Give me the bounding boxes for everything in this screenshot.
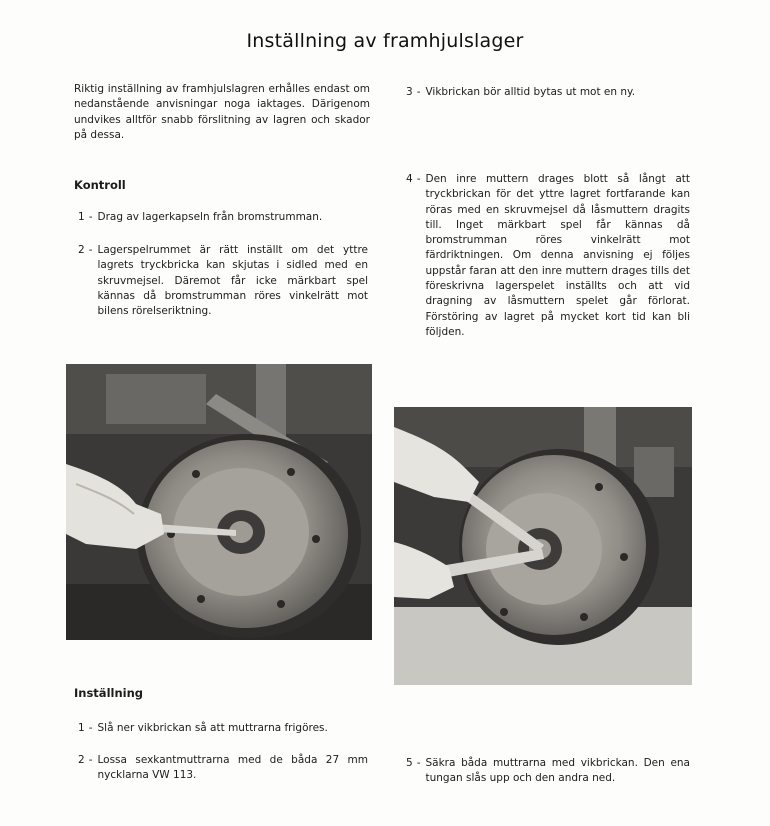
kontroll-item-2 [78, 243, 368, 319]
right-item-5 [406, 756, 690, 787]
item-number: 1 [78, 722, 85, 734]
item-dash: - [88, 754, 93, 766]
photo-two-wrenches [394, 407, 692, 685]
right-item-4 [406, 172, 690, 340]
item-dash: - [88, 211, 93, 223]
photo-two-wrenches-illustration [394, 407, 692, 685]
right-item-3 [406, 85, 690, 100]
item-text: Lagerspelrummet är rätt inställt om det yttre lagrets tryckbricka kan skjutas i sidled med en skruvmejsel. Däremot får icke märkbart spel kännas då bromstrumman röres vinkelrätt mot bilens rörelseriktning. [97, 244, 368, 318]
item-dash: - [416, 757, 421, 769]
item-text: Lossa sexkantmuttrarna med de båda 27 mm nycklarna VW 113. [97, 754, 368, 782]
item-text: Drag av lagerkapseln från bromstrumman. [97, 211, 323, 223]
kontroll-heading: Kontroll [74, 178, 126, 192]
item-dash: - [88, 244, 93, 256]
intro-paragraph: Riktig inställning av framhjulslagren erhålles endast om nedanstående anvisningar noga iaktages. Därigenom undvikes alltför snabb förslitning av lagren och skador på dessa. [74, 83, 370, 141]
item-number: 5 [406, 757, 413, 769]
item-dash: - [416, 173, 421, 185]
installning-item-2 [78, 753, 368, 784]
installning-heading: Inställning [74, 686, 143, 700]
photo-drum-adjustment [66, 364, 372, 640]
item-number: 1 [78, 211, 85, 223]
kontroll-item-1 [78, 210, 368, 225]
installning-item-1 [78, 721, 368, 736]
page-title: Inställning av framhjulslager [246, 30, 524, 52]
item-number: 2 [78, 244, 85, 256]
item-text: Slå ner vikbrickan så att muttrarna frigöres. [97, 722, 328, 734]
item-number: 3 [406, 86, 413, 98]
item-text: Vikbrickan bör alltid bytas ut mot en ny. [425, 86, 636, 98]
item-dash: - [416, 86, 421, 98]
item-number: 2 [78, 754, 85, 766]
photo-drum-adjustment-illustration [66, 364, 372, 640]
item-text: Den inre muttern drages blott så långt att tryckbrickan för det yttre lagret fortfarande kan röras med en skruvmejsel då låsmuttern dragits till. Inget märkbart spel får kännas då bromstrumman röres vinkelrätt mot färdriktningen. Om denna anvisning ej följes uppstår faran att den inre muttern drages tills det föreskrivna lagerspelet inställts och att vid dragning av låsmuttern spelet går förlorat. Förstöring av lagret på mycket kort tid kan bli följden. [425, 173, 690, 338]
item-number: 4 [406, 173, 413, 185]
item-dash: - [88, 722, 93, 734]
item-text: Säkra båda muttrarna med vikbrickan. Den ena tungan slås upp och den andra ned. [425, 757, 690, 785]
